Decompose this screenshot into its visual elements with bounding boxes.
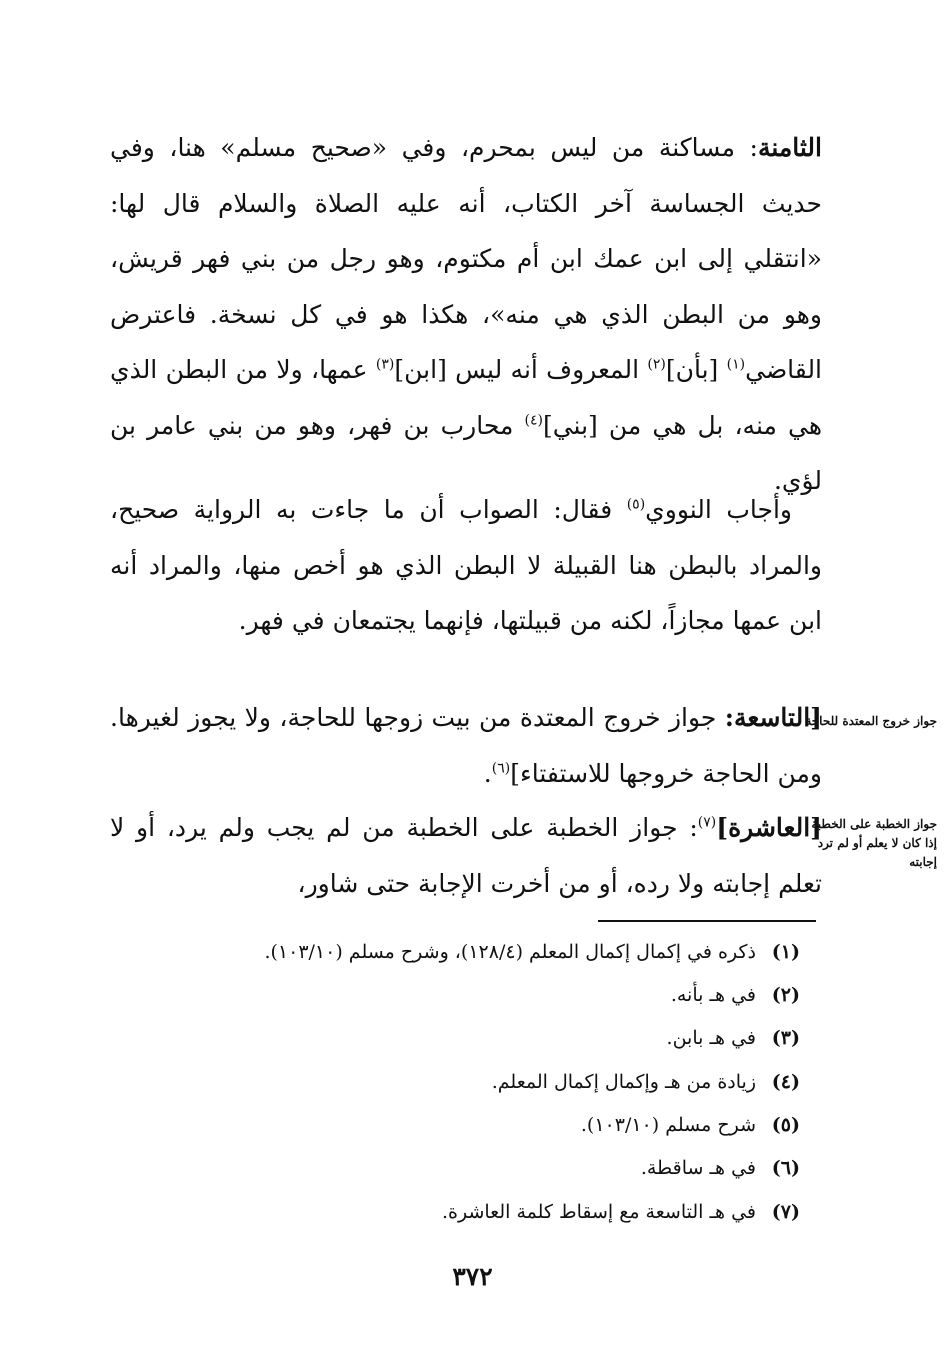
footnote-number: (٣) bbox=[771, 1027, 800, 1049]
ninth-label: [التاسعة: bbox=[724, 703, 822, 732]
footnote-ref-1: (١) bbox=[726, 356, 746, 373]
footnote-text: شرح مسلم (١٠٣/١٠). bbox=[580, 1114, 756, 1136]
footnote-text: في هـ بابن. bbox=[666, 1027, 756, 1049]
footnote-ref-4: (٤) bbox=[524, 412, 543, 429]
footnote-text: زيادة من هـ وإكمال إكمال المعلم. bbox=[491, 1071, 756, 1093]
tenth-text-1: : جواز الخطبة على الخطبة من لم يجب ولم يرد، أو لا تعلم إجابته ولا رده، أو من أخرت الإجابة حتى شاور، bbox=[110, 813, 822, 898]
footnote-2 bbox=[120, 981, 800, 1009]
eighth-text-2: [بأن] bbox=[665, 355, 727, 384]
footnote-ref-6: (٦) bbox=[491, 760, 511, 777]
ninth-text-1: جواز خروج المعتدة من بيت زوجها للحاجة، ولا يجوز لغيرها. ومن الحاجة خروجها للاستفتاء] bbox=[110, 703, 822, 788]
footnote-7 bbox=[120, 1198, 800, 1226]
footnote-text: ذكره في إكمال إكمال المعلم (١٢٨/٤)، وشرح مسلم (١٠٣/١٠). bbox=[264, 941, 756, 963]
footnote-separator bbox=[598, 920, 816, 922]
footnote-3 bbox=[120, 1024, 800, 1052]
footnote-4 bbox=[120, 1068, 800, 1096]
margin-note-tenth: جواز الخطبة على الخطبة إذا كان لا يعلم أو لم ترد إجابته bbox=[811, 817, 937, 869]
footnote-ref-2: (٢) bbox=[647, 356, 666, 373]
eighth-text-1: : مساكنة من ليس بمحرم، وفي «صحيح مسلم» هنا، وفي حديث الجساسة آخر الكتاب، أنه عليه الصلاة والسلام قال لها: «انتقلي إلى ابن عمك ابن أم مكتوم، وهو رجل من بني فهر قريش، وهو من البطن الذي هي منه»، هكذا هو في كل نسخة. فاعترض القاضي bbox=[110, 133, 823, 384]
eighth-text-4: عمها، ولا من البطن الذي هي منه، بل هي من [بني] bbox=[110, 355, 823, 440]
tenth-label: [العاشرة] bbox=[716, 813, 822, 842]
footnote-text: في هـ بأنه. bbox=[670, 984, 756, 1006]
footnote-ref-3: (٣) bbox=[375, 356, 395, 373]
paragraph-nawawi bbox=[110, 482, 822, 649]
footnote-number: (٧) bbox=[771, 1201, 800, 1223]
footnote-number: (٢) bbox=[771, 984, 800, 1006]
paragraph-ninth bbox=[110, 690, 822, 801]
paragraph-eighth bbox=[110, 120, 822, 509]
footnote-text: في هـ ساقطة. bbox=[640, 1157, 756, 1179]
footnote-number: (٦) bbox=[771, 1157, 800, 1179]
nawawi-text-1: وأجاب النووي bbox=[645, 495, 793, 524]
eighth-text-3: المعروف أنه ليس [ابن] bbox=[394, 355, 648, 384]
footnote-text: في هـ التاسعة مع إسقاط كلمة العاشرة. bbox=[442, 1201, 756, 1223]
footnote-ref-7: (٧) bbox=[697, 814, 717, 831]
footnote-number: (٥) bbox=[771, 1114, 800, 1136]
footnote-number: (٤) bbox=[771, 1071, 800, 1093]
footnote-number: (١) bbox=[771, 941, 800, 963]
margin-note-ninth: جواز خروج المعتدة للحاجة bbox=[805, 714, 937, 728]
eighth-text-5: محارب بن فهر، وهو من بني عامر بن لؤي. bbox=[110, 410, 822, 495]
paragraph-tenth bbox=[110, 800, 822, 911]
footnote-1 bbox=[120, 938, 800, 966]
footnote-ref-5: (٥) bbox=[626, 496, 646, 513]
ninth-text-2: . bbox=[483, 758, 492, 788]
page-number: ٣٧٢ bbox=[452, 1262, 493, 1291]
nawawi-text-2: فقال: الصواب أن ما جاءت به الرواية صحيح، والمراد بالبطن هنا القبيلة لا البطن الذي هو أخص منها، والمراد أنه ابن عمها مجازاً، لكنه من قبيلتها، فإنهما يجتمعان في فهر. bbox=[110, 495, 822, 635]
footnote-6 bbox=[120, 1154, 800, 1182]
eighth-label: الثامنة bbox=[757, 133, 822, 162]
footnote-5 bbox=[120, 1111, 800, 1139]
